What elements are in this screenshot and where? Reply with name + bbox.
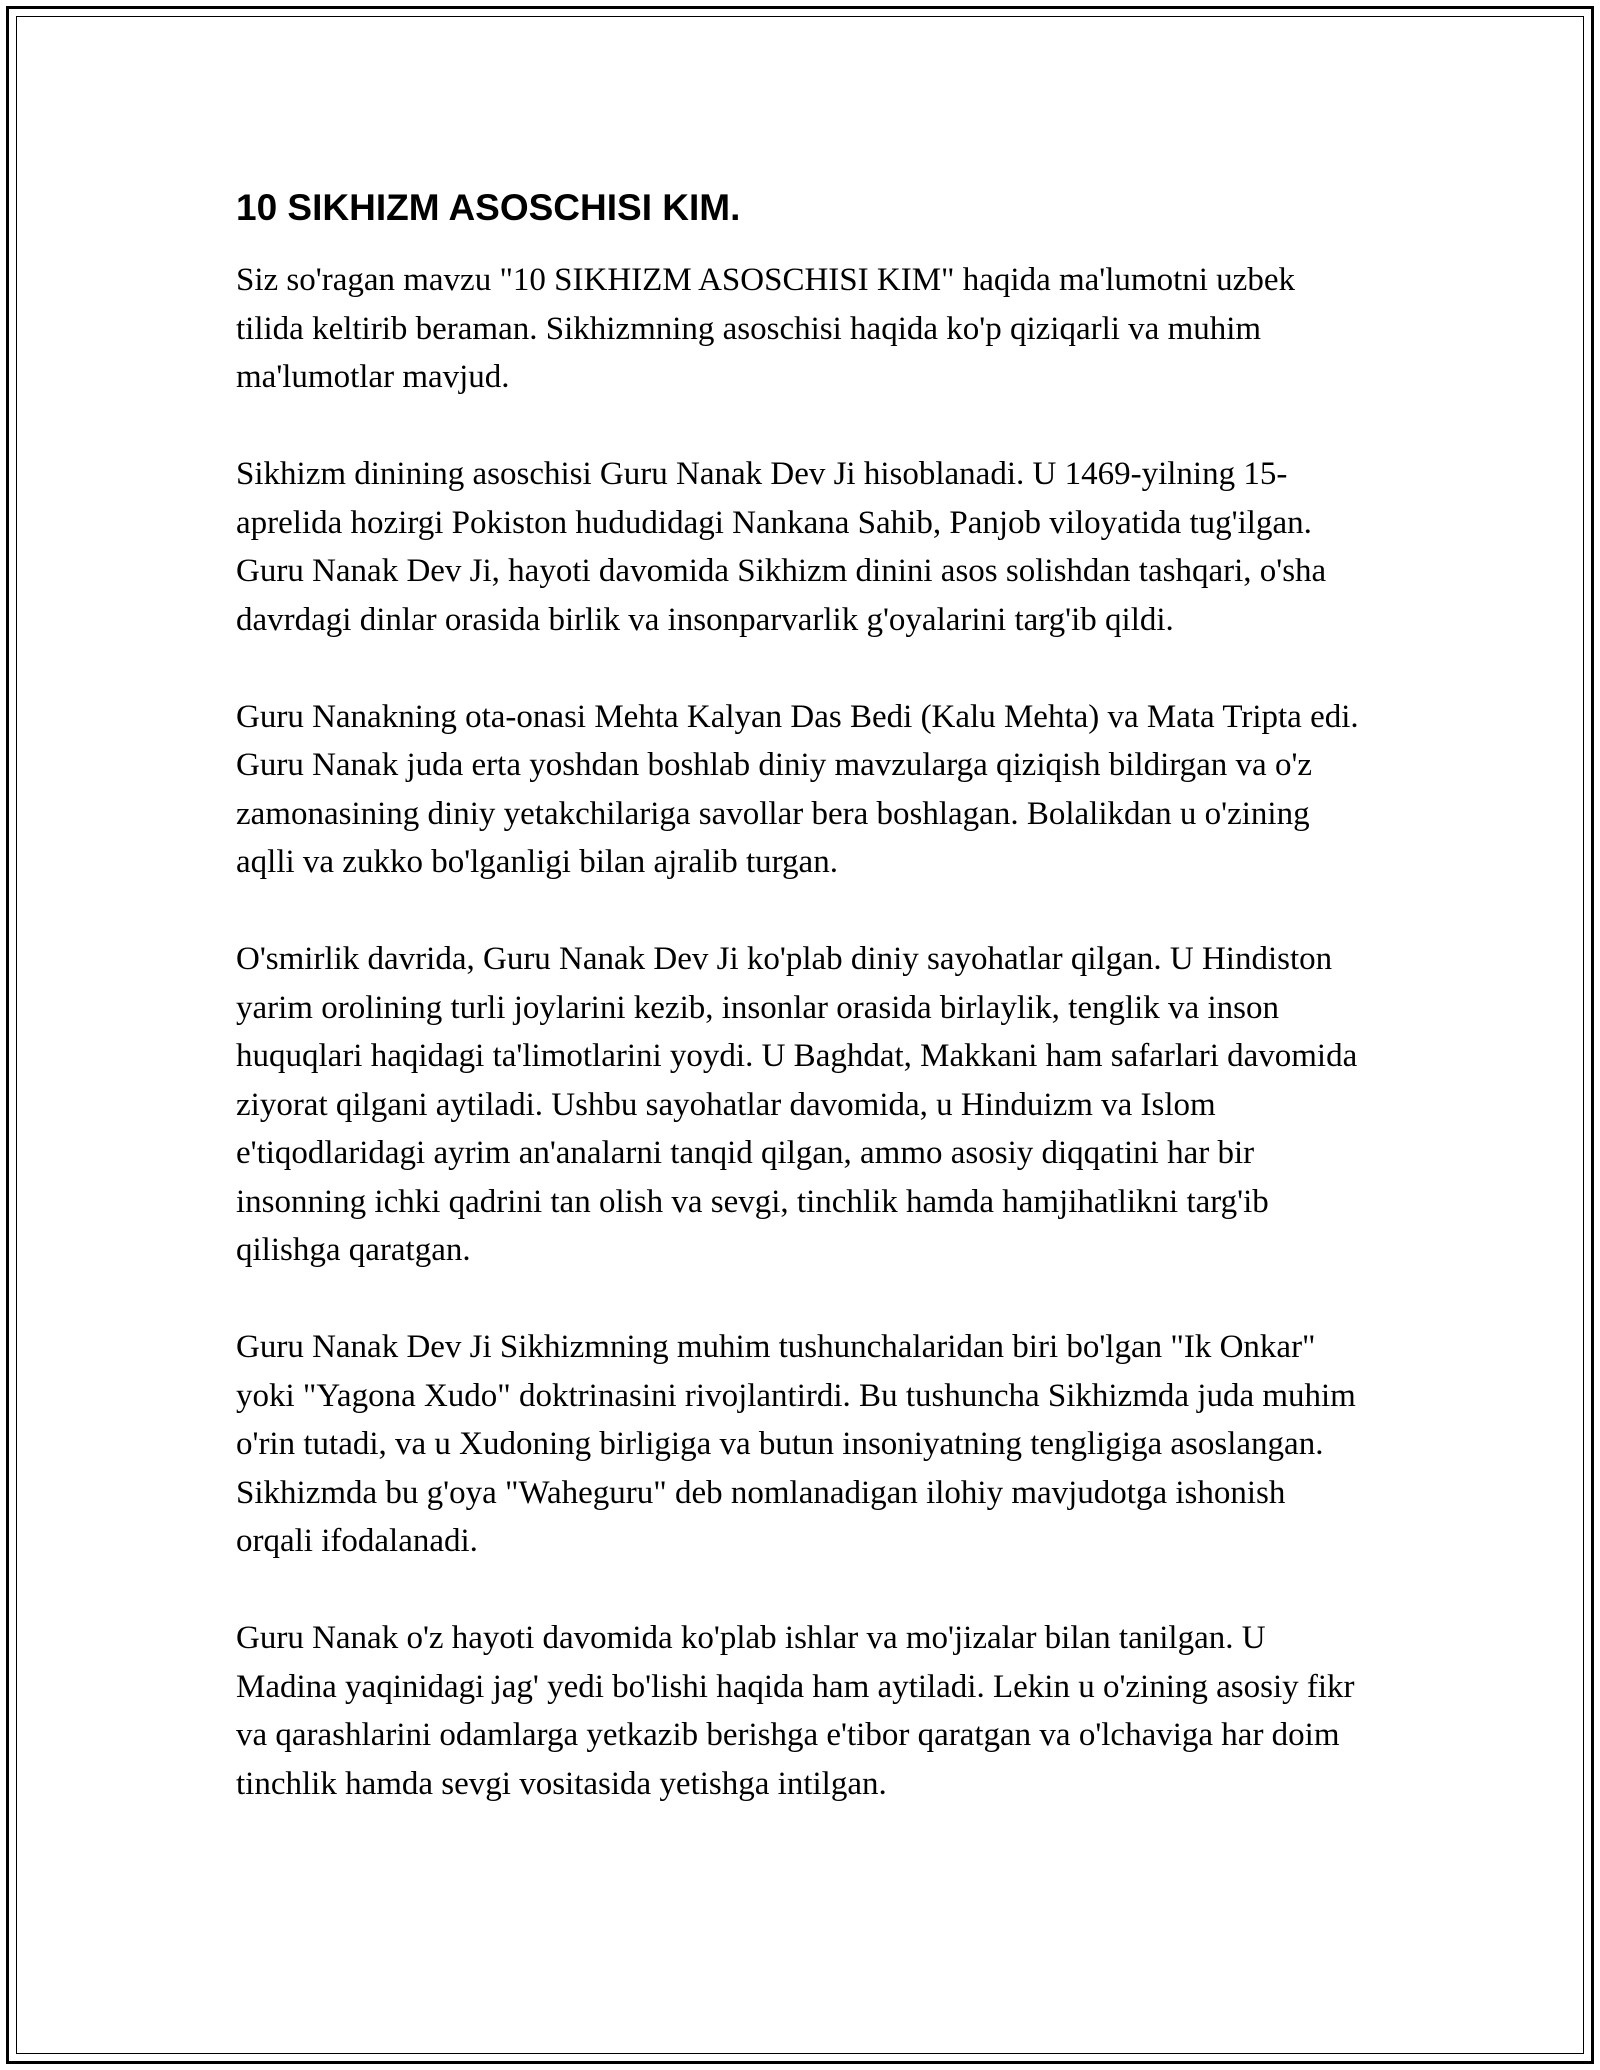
paragraph-parents: Guru Nanakning ota-onasi Mehta Kalyan Das Bedi (Kalu Mehta) va Mata Tripta edi. Guru Nanak juda erta yoshdan boshlab diniy mavzularga qiziqish bildirgan va o'z zamonasining diniy yetakchilariga savollar bera boshlagan. Bolalikdan u o'zining aqlli va zukko bo'lganligi bilan ajralib turgan. (236, 698, 1359, 881)
paragraph-travels: O'smirlik davrida, Guru Nanak Dev Ji ko'plab diniy sayohatlar qilgan. U Hindiston yarim orolining turli joylarini kezib, insonlar orasida birlaylik, tenglik va inson huquqlari haqidagi ta'limotlarini yoydi. U Baghdat, Makkani ham safarlari davomida ziyorat qilgani aytiladi. Ushbu sayohatlar davomida, u Hinduizm va Islom e'tiqodlaridagi ayrim an'analarni tanqid qilgan, ammo asosiy diqqatini har bir insonning ichki qadrini tan olish va sevgi, tinchlik hamda hamjihatlikni targ'ib qilishga qaratgan. (236, 941, 1358, 1269)
paragraph-founder: Sikhizm dinining asoschisi Guru Nanak Dev Ji hisoblanadi. U 1469-yilning 15-aprelida hozirgi Pokiston hududidagi Nankana Sahib, Panjob viloyatida tug'ilgan. Guru Nanak Dev Ji, hayoti davomida Sikhizm dinini asos solishdan tashqari, o'sha davrdagi dinlar orasida birlik va insonparvarlik g'oyalarini targ'ib qildi. (236, 456, 1327, 638)
document-body (236, 186, 1366, 1857)
paragraph-intro: Siz so'ragan mavzu "10 SIKHIZM ASOSCHISI KIM" haqida ma'lumotni uzbek tilida keltirib beraman. Sikhizmning asoschisi haqida ko'p qiziqarli va muhim ma'lumotlar mavjud. (236, 262, 1295, 396)
paragraph-ik-onkar: Guru Nanak Dev Ji Sikhizmning muhim tushunchalaridan biri bo'lgan "Ik Onkar" yoki "Yagona Xudo" doktrinasini rivojlantirdi. Bu tushuncha Sikhizmda juda muhim o'rin tutadi, va u Xudoning birligiga va butun insoniyatning tengligiga asoslangan. Sikhizmda bu g'oya "Waheguru" deb nomlanadigan ilohiy mavjudotga ishonish orqali ifodalanadi. (236, 1329, 1356, 1560)
document-title: 10 SIKHIZM ASOSCHISI KIM. (236, 187, 741, 228)
paragraph-legacy: Guru Nanak o'z hayoti davomida ko'plab ishlar va mo'jizalar bilan tanilgan. U Madina yaqinidagi jag' yedi bo'lishi haqida ham aytiladi. Lekin u o'zining asosiy fikr va qarashlarini odamlarga yetkazib berishga e'tibor qaratgan va o'lchaviga har doim tinchlik hamda sevgi vositasida yetishga intilgan. (236, 1620, 1355, 1802)
